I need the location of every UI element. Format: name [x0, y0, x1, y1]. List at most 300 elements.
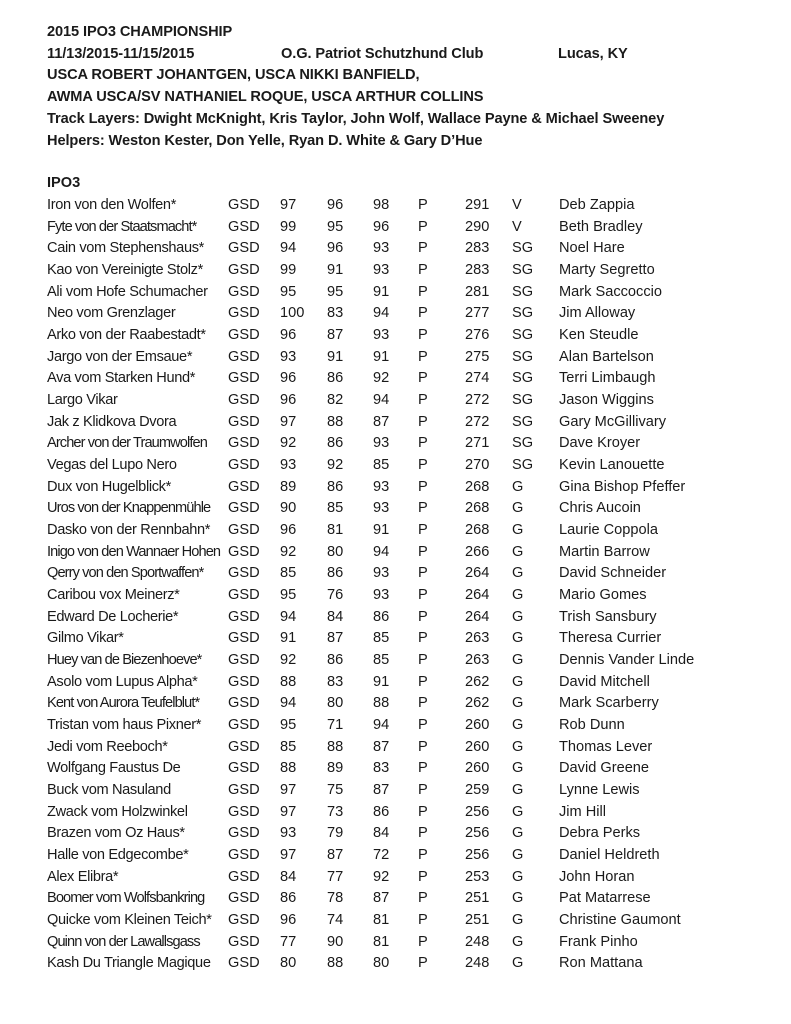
dog-name: Kao von Vereinigte Stolz*	[47, 261, 203, 278]
table-row	[47, 260, 767, 282]
dog-name: Qerry von den Sportwaffen*	[47, 565, 204, 582]
score-a: 95	[280, 717, 297, 734]
score-b: 86	[327, 478, 344, 495]
handler-name: Dave Kroyer	[559, 435, 641, 452]
score-c: 92	[373, 868, 390, 885]
pass-result: P	[418, 196, 428, 213]
dog-name: Asolo vom Lupus Alpha*	[47, 673, 198, 690]
breed: GSD	[228, 478, 260, 495]
score-b: 87	[327, 326, 344, 343]
score-a: 88	[280, 673, 297, 690]
pass-result: P	[418, 890, 428, 907]
score-b: 81	[327, 521, 344, 538]
table-row	[47, 823, 767, 845]
score-c: 85	[373, 456, 390, 473]
score-b: 86	[327, 652, 344, 669]
table-row	[47, 845, 767, 867]
score-a: 92	[280, 543, 297, 560]
score-b: 80	[327, 695, 344, 712]
breed: GSD	[228, 630, 260, 647]
breed: GSD	[228, 326, 260, 343]
breed: GSD	[228, 196, 260, 213]
breed: GSD	[228, 760, 260, 777]
score-c: 91	[373, 673, 390, 690]
breed: GSD	[228, 413, 260, 430]
handler-name: Thomas Lever	[559, 738, 653, 755]
dog-name: Archer von der Traumwolfen	[47, 435, 207, 452]
breed: GSD	[228, 782, 260, 799]
table-row	[47, 368, 767, 390]
score-c: 87	[373, 890, 390, 907]
table-row	[47, 953, 767, 975]
table-row	[47, 802, 767, 824]
total-score: 290	[465, 218, 490, 235]
table-row	[47, 932, 767, 954]
dog-name: Ali vom Hofe Schumacher	[47, 283, 208, 300]
breed: GSD	[228, 240, 260, 257]
pass-result: P	[418, 565, 428, 582]
handler-name: Theresa Currier	[559, 630, 662, 647]
score-c: 87	[373, 413, 390, 430]
pass-result: P	[418, 608, 428, 625]
event-title: 2015 IPO3 CHAMPIONSHIP	[47, 24, 233, 40]
pass-result: P	[418, 825, 428, 842]
score-b: 91	[327, 348, 344, 365]
total-score: 262	[465, 673, 490, 690]
results-table	[47, 195, 767, 975]
table-row	[47, 737, 767, 759]
score-c: 72	[373, 847, 390, 864]
rating: G	[512, 717, 524, 734]
pass-result: P	[418, 760, 428, 777]
score-a: 94	[280, 695, 297, 712]
score-a: 88	[280, 760, 297, 777]
score-a: 77	[280, 933, 297, 950]
score-b: 71	[327, 717, 344, 734]
score-a: 92	[280, 652, 297, 669]
table-row	[47, 867, 767, 889]
score-c: 91	[373, 348, 390, 365]
score-b: 89	[327, 760, 344, 777]
dog-name: Quicke vom Kleinen Teich*	[47, 912, 212, 929]
dog-name: Halle von Edgecombe*	[47, 847, 189, 864]
event-details-row	[47, 44, 767, 66]
rating: SG	[512, 435, 534, 452]
score-b: 88	[327, 413, 344, 430]
score-a: 89	[280, 478, 297, 495]
score-c: 93	[373, 240, 390, 257]
handler-name: Terri Limbaugh	[559, 370, 656, 387]
pass-result: P	[418, 543, 428, 560]
breed: GSD	[228, 608, 260, 625]
rating: G	[512, 890, 524, 907]
handler-name: Mario Gomes	[559, 587, 647, 603]
pass-result: P	[418, 500, 428, 517]
handler-name: Dennis Vander Linde	[559, 652, 695, 669]
score-a: 96	[280, 326, 297, 343]
total-score: 272	[465, 413, 490, 430]
breed: GSD	[228, 543, 260, 560]
dog-name: Buck vom Nasuland	[47, 782, 171, 799]
table-row	[47, 477, 767, 499]
rating: G	[512, 608, 524, 625]
score-a: 86	[280, 890, 297, 907]
total-score: 256	[465, 847, 490, 864]
dog-name: Wolfgang Faustus De	[47, 760, 181, 777]
pass-result: P	[418, 847, 428, 864]
total-score: 271	[465, 435, 490, 452]
breed: GSD	[228, 456, 260, 473]
pass-result: P	[418, 218, 428, 235]
score-b: 86	[327, 435, 344, 452]
table-row	[47, 758, 767, 780]
total-score: 291	[465, 196, 490, 213]
score-c: 92	[373, 370, 390, 387]
total-score: 268	[465, 478, 490, 495]
rating: G	[512, 652, 524, 669]
total-score: 251	[465, 912, 490, 929]
pass-result: P	[418, 695, 428, 712]
dog-name: Tristan vom haus Pixner*	[47, 717, 202, 734]
breed: GSD	[228, 673, 260, 690]
table-row	[47, 390, 767, 412]
dog-name: Uros von der Knappenmühle	[47, 500, 211, 517]
breed: GSD	[228, 738, 260, 755]
total-score: 268	[465, 521, 490, 538]
handler-name: Laurie Coppola	[559, 521, 658, 538]
score-b: 86	[327, 370, 344, 387]
rating: G	[512, 673, 524, 690]
score-c: 93	[373, 435, 390, 452]
score-c: 98	[373, 196, 390, 213]
pass-result: P	[418, 456, 428, 473]
score-a: 96	[280, 521, 297, 538]
score-c: 93	[373, 565, 390, 582]
score-c: 91	[373, 521, 390, 538]
score-a: 96	[280, 370, 297, 387]
pass-result: P	[418, 391, 428, 408]
score-c: 93	[373, 478, 390, 495]
breed: GSD	[228, 587, 260, 603]
total-score: 277	[465, 305, 490, 322]
handler-name: Beth Bradley	[559, 218, 643, 235]
dog-name: Alex Elibra*	[47, 868, 119, 885]
rating: SG	[512, 261, 534, 278]
rating: G	[512, 782, 524, 799]
breed: GSD	[228, 261, 260, 278]
rating: SG	[512, 391, 534, 408]
handler-name: Marty Segretto	[559, 261, 655, 278]
handler-name: David Greene	[559, 760, 650, 777]
rating: SG	[512, 305, 534, 322]
pass-result: P	[418, 413, 428, 430]
handler-name: Chris Aucoin	[559, 500, 641, 517]
rating: SG	[512, 326, 534, 343]
score-b: 83	[327, 305, 344, 322]
table-row	[47, 910, 767, 932]
breed: GSD	[228, 348, 260, 365]
dog-name: Dasko von der Rennbahn*	[47, 521, 211, 538]
event-club: O.G. Patriot Schutzhund Club	[281, 45, 484, 62]
handler-name: Ron Mattana	[559, 955, 643, 972]
score-b: 96	[327, 196, 344, 213]
score-a: 84	[280, 868, 297, 885]
handler-name: Trish Sansbury	[559, 608, 657, 625]
pass-result: P	[418, 305, 428, 322]
dog-name: Caribou vox Meinerz*	[47, 587, 180, 603]
score-b: 75	[327, 782, 344, 799]
score-b: 92	[327, 456, 344, 473]
score-c: 88	[373, 695, 390, 712]
total-score: 276	[465, 326, 490, 343]
handler-name: Ken Steudle	[559, 326, 639, 343]
track-layers: Track Layers: Dwight McKnight, Kris Taylor, John Wolf, Wallace Payne & Michael Sweeney	[47, 110, 665, 127]
handler-name: David Mitchell	[559, 673, 650, 690]
table-row	[47, 780, 767, 802]
score-c: 94	[373, 543, 390, 560]
rating: G	[512, 500, 524, 517]
breed: GSD	[228, 391, 260, 408]
rating: G	[512, 955, 524, 972]
rating: G	[512, 760, 524, 777]
pass-result: P	[418, 868, 428, 885]
breed: GSD	[228, 803, 260, 820]
handler-name: Alan Bartelson	[559, 348, 654, 365]
score-c: 85	[373, 652, 390, 669]
score-a: 85	[280, 565, 297, 582]
score-b: 80	[327, 543, 344, 560]
total-score: 274	[465, 370, 490, 387]
handler-name: Daniel Heldreth	[559, 847, 660, 864]
total-score: 266	[465, 543, 490, 560]
breed: GSD	[228, 825, 260, 842]
handler-name: Rob Dunn	[559, 717, 625, 734]
score-a: 97	[280, 782, 297, 799]
pass-result: P	[418, 326, 428, 343]
pass-result: P	[418, 673, 428, 690]
score-a: 90	[280, 500, 297, 517]
dog-name: Huey van de Biezenhoeve*	[47, 652, 202, 669]
pass-result: P	[418, 370, 428, 387]
rating: G	[512, 933, 524, 950]
score-c: 84	[373, 825, 390, 842]
dog-name: Dux von Hugelblick*	[47, 478, 171, 495]
table-row	[47, 888, 767, 910]
dog-name: Largo Vikar	[47, 391, 118, 408]
table-row	[47, 412, 767, 434]
table-row	[47, 672, 767, 694]
score-c: 87	[373, 738, 390, 755]
score-c: 81	[373, 912, 390, 929]
score-a: 97	[280, 847, 297, 864]
pass-result: P	[418, 283, 428, 300]
score-c: 93	[373, 261, 390, 278]
score-b: 88	[327, 955, 344, 972]
score-a: 93	[280, 825, 297, 842]
score-c: 80	[373, 955, 390, 972]
score-a: 94	[280, 608, 297, 625]
dog-name: Kash Du Triangle Magique	[47, 955, 211, 972]
total-score: 260	[465, 760, 490, 777]
score-a: 99	[280, 218, 297, 235]
score-a: 97	[280, 196, 297, 213]
table-row	[47, 195, 767, 217]
dog-name: Boomer vom Wolfsbankring	[47, 890, 205, 907]
rating: G	[512, 825, 524, 842]
score-b: 96	[327, 240, 344, 257]
handler-name: Lynne Lewis	[559, 782, 640, 799]
dog-name: Edward De Locherie*	[47, 608, 179, 625]
breed: GSD	[228, 218, 260, 235]
score-a: 99	[280, 261, 297, 278]
dog-name: Iron von den Wolfen*	[47, 196, 177, 213]
table-row	[47, 325, 767, 347]
dog-name: Vegas del Lupo Nero	[47, 456, 177, 473]
table-row	[47, 585, 767, 607]
dog-name: Jargo von der Emsaue*	[47, 348, 193, 365]
total-score: 259	[465, 782, 490, 799]
table-row	[47, 607, 767, 629]
dog-name: Ava vom Starken Hund*	[47, 370, 196, 387]
dog-name: Jak z Klidkova Dvora	[47, 413, 177, 430]
rating: G	[512, 565, 524, 582]
rating: SG	[512, 240, 534, 257]
handler-name: Jason Wiggins	[559, 391, 654, 408]
rating: SG	[512, 283, 534, 300]
total-score: 263	[465, 652, 490, 669]
handler-name: John Horan	[559, 868, 635, 885]
score-b: 95	[327, 218, 344, 235]
total-score: 248	[465, 933, 490, 950]
score-c: 83	[373, 760, 390, 777]
table-row	[47, 238, 767, 260]
event-dates: 11/13/2015-11/15/2015	[47, 45, 195, 62]
score-b: 90	[327, 933, 344, 950]
pass-result: P	[418, 652, 428, 669]
total-score: 248	[465, 955, 490, 972]
dog-name: Quinn von der Lawallsgass	[47, 933, 200, 950]
rating: SG	[512, 370, 534, 387]
rating: G	[512, 912, 524, 929]
total-score: 260	[465, 738, 490, 755]
handler-name: Gina Bishop Pfeffer	[559, 478, 686, 495]
score-a: 91	[280, 630, 297, 647]
table-row	[47, 433, 767, 455]
breed: GSD	[228, 521, 260, 538]
dog-name: Brazen vom Oz Haus*	[47, 825, 185, 842]
pass-result: P	[418, 240, 428, 257]
breed: GSD	[228, 912, 260, 929]
pass-result: P	[418, 717, 428, 734]
results-document	[47, 22, 767, 975]
rating: G	[512, 543, 524, 560]
score-a: 97	[280, 413, 297, 430]
score-c: 85	[373, 630, 390, 647]
section-title: IPO3	[47, 175, 81, 192]
score-b: 76	[327, 587, 344, 603]
dog-name: Neo vom Grenzlager	[47, 305, 176, 322]
total-score: 262	[465, 695, 490, 712]
rating: G	[512, 803, 524, 820]
score-a: 100	[280, 305, 305, 322]
pass-result: P	[418, 803, 428, 820]
handler-name: Martin Barrow	[559, 543, 650, 560]
dog-name: Gilmo Vikar*	[47, 630, 124, 647]
total-score: 268	[465, 500, 490, 517]
pass-result: P	[418, 587, 428, 603]
breed: GSD	[228, 283, 260, 300]
score-c: 94	[373, 391, 390, 408]
total-score: 253	[465, 868, 490, 885]
total-score: 251	[465, 890, 490, 907]
rating: SG	[512, 456, 534, 473]
table-row	[47, 693, 767, 715]
pass-result: P	[418, 435, 428, 452]
total-score: 263	[465, 630, 490, 647]
breed: GSD	[228, 305, 260, 322]
table-row	[47, 715, 767, 737]
table-row	[47, 303, 767, 325]
breed: GSD	[228, 370, 260, 387]
rating: G	[512, 847, 524, 864]
total-score: 256	[465, 825, 490, 842]
rating: G	[512, 695, 524, 712]
handler-name: Deb Zappia	[559, 196, 635, 213]
score-c: 93	[373, 326, 390, 343]
handler-name: Debra Perks	[559, 825, 641, 842]
pass-result: P	[418, 348, 428, 365]
table-row	[47, 498, 767, 520]
score-a: 97	[280, 803, 297, 820]
handler-name: Mark Scarberry	[559, 695, 659, 712]
handler-name: Noel Hare	[559, 240, 625, 257]
event-location: Lucas, KY	[558, 45, 628, 62]
total-score: 272	[465, 391, 490, 408]
table-row	[47, 217, 767, 239]
score-a: 85	[280, 738, 297, 755]
dog-name: Jedi vom Reeboch*	[47, 738, 168, 755]
score-c: 81	[373, 933, 390, 950]
breed: GSD	[228, 933, 260, 950]
score-b: 78	[327, 890, 344, 907]
score-b: 77	[327, 868, 344, 885]
pass-result: P	[418, 955, 428, 972]
score-b: 87	[327, 847, 344, 864]
total-score: 264	[465, 565, 490, 582]
judges-line-2: AWMA USCA/SV NATHANIEL ROQUE, USCA ARTHUR COLLINS	[47, 89, 484, 106]
score-a: 93	[280, 456, 297, 473]
breed: GSD	[228, 695, 260, 712]
score-c: 87	[373, 782, 390, 799]
handler-name: Jim Hill	[559, 803, 607, 820]
total-score: 270	[465, 456, 490, 473]
judges-line-1: USCA ROBERT JOHANTGEN, USCA NIKKI BANFIELD,	[47, 67, 420, 84]
rating: G	[512, 868, 524, 885]
score-a: 93	[280, 348, 297, 365]
handler-name: Frank Pinho	[559, 933, 638, 950]
rating: V	[512, 218, 522, 235]
total-score: 283	[465, 240, 490, 257]
handler-name: Mark Saccoccio	[559, 283, 662, 300]
breed: GSD	[228, 565, 260, 582]
rating: G	[512, 521, 524, 538]
pass-result: P	[418, 912, 428, 929]
table-row	[47, 563, 767, 585]
handler-name: Pat Matarrese	[559, 890, 651, 907]
score-c: 94	[373, 305, 390, 322]
score-c: 91	[373, 283, 390, 300]
breed: GSD	[228, 500, 260, 517]
